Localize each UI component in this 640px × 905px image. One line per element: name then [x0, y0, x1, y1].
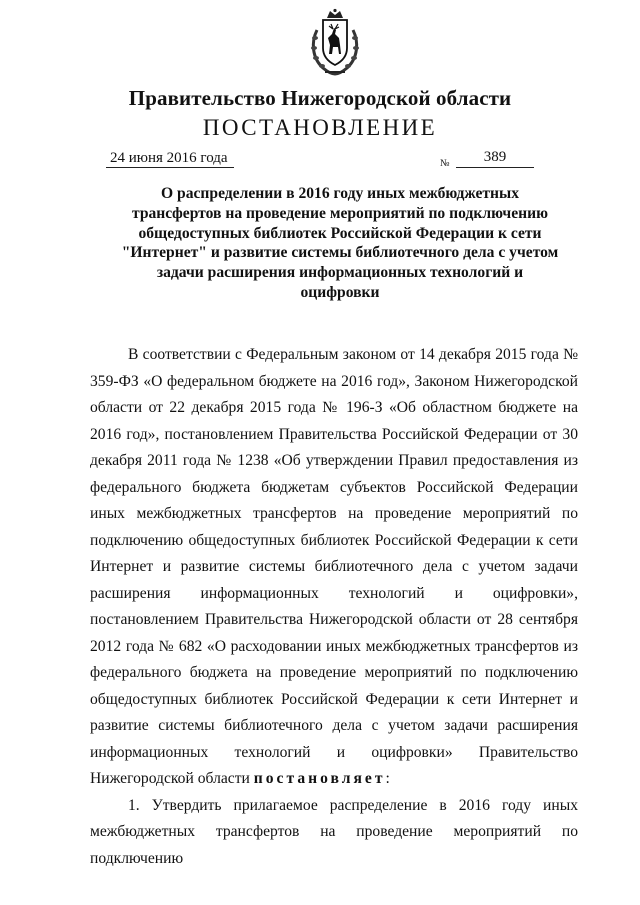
document-title: [120, 184, 560, 303]
title-line: задачи расширения информационных технологий и: [156, 264, 524, 282]
document-number: 389: [483, 149, 507, 165]
title-line: "Интернет" и развитие системы библиотечного дела с учетом: [121, 244, 559, 262]
decree-word: постановляет: [253, 770, 386, 787]
document-body: [90, 342, 578, 872]
decree-colon: :: [385, 770, 390, 787]
title-line: трансфертов на проведение мероприятий по подключению: [131, 204, 549, 222]
document-date: 24 июня 2016 года: [110, 150, 228, 166]
item-1-paragraph: 1. Утвердить прилагаемое распределение в 2016 году иных межбюджетных трансфертов на проведение мероприятий по подключению: [90, 796, 578, 867]
title-line: оцифровки: [300, 283, 380, 301]
title-line: О распределении в 2016 году иных межбюджетных: [161, 185, 519, 202]
number-underline: [456, 167, 534, 168]
number-label: №: [440, 158, 450, 169]
date-underline: [106, 167, 234, 168]
document-type: ПОСТАНОВЛЕНИЕ: [202, 115, 438, 140]
organization-name: Правительство Нижегородской области: [128, 86, 512, 110]
title-line: общедоступных библиотек Российской Федерации к сети: [138, 224, 542, 242]
coat-of-arms-icon: [307, 8, 363, 78]
preamble-text: В соответствии с Федеральным законом от 14 декабря 2015 года № 359-ФЗ «О федеральном бюджете на 2016 год», Законом Нижегородской области от 22 декабря 2015 года № 196-З «Об областном бюджете на 2016 год», постановлением Правительства Российской Федерации от 30 декабря 2011 года № 1238 «Об утверждении Правил предоставления из федерального бюджета бюджетам субъектов Российской Федерации иных межбюджетных трансфертов на проведение мероприятий по подключению общедоступных библиотек Российской Федерации к сети Интернет и развитие системы библиотечного дела с учетом задачи расширения информационных технологий и оцифровки», постановлением Правительства Нижегородской области от 28 сентября 2012 года № 682 «О расходовании иных межбюджетных трансфертов из федерального бюджета на проведение мероприятий по подключению общедоступных библиотек Российской Федерации к сети Интернет и развитие системы библиотечного дела с учетом задачи расширения информационных технологий и оцифровки» Правительство Нижегородской области: [90, 346, 578, 787]
preamble-paragraph: [90, 342, 578, 793]
